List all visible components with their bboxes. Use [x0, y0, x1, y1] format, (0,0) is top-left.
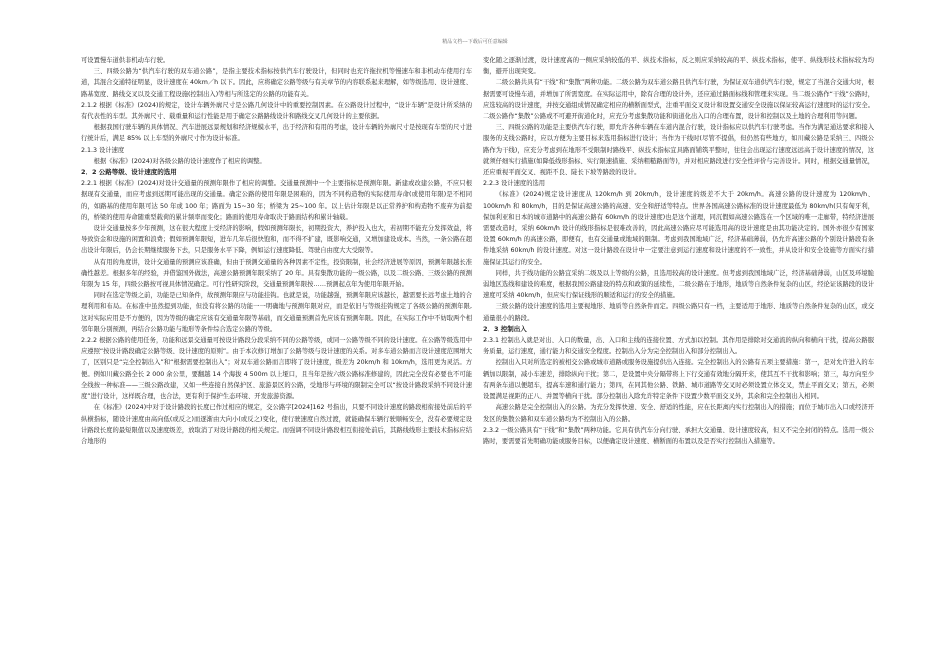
body-paragraph: 同样，共于线功能的公路宜采纳二级及以上等级的公路，且选用较高的设计速度。但考虑到我国地域广泛，经济基础薄弱，山区及环境脆弱地区选线和建设的难度，根据我国公路建设的特点和政策的延续性，二级公路在于地形，地质等自然条件复杂的山区，经论证该路段的设计速度可采纳 40km/h，但应实行保证线形的顺适和运行的安全的措施。 [483, 269, 874, 300]
section-heading: 2．3 控制出入 [483, 324, 527, 333]
body-paragraph: 可设置慢车道供非机动车行驶。 [81, 57, 170, 64]
subsection-paragraph: 2.2.1 根据《标准》(2024)对设计交通量的预测年限作了相应的调整。交通量预测中一个主要指标是预测年限。新建或改建公路，不应只根据现有交通量，而应考虑到远期可能出现的交通量。确定公路的使用年限是困难的，因为不同构造物的实际使用寿命(或使用年限)是不相同的，如路基的使用年限可达 50 年或 100 年；路面为 15~30 年；桥梁为 25~100 年。以上估计年限是以正常养护和构造物不废弃为前提的，桥梁的使用寿命随重型载荷的累计频率而变化；路面的使用寿命取决于路面结构和累计轴载。 [81, 180, 472, 221]
subsection-paragraph: 2.1.3 设计速度 [81, 146, 125, 154]
body-paragraph: 根据《标准》(2024)对各级公路的设计速度作了相应的调整。 [93, 157, 266, 165]
subsection-paragraph: 2.1.2 根据《标准》(2024)的规定，设计车辆外廓尺寸是公路几何设计中的重要控制因素。在公路设计过程中，“设计车辆”是设计所采纳的有代表性的车型。其外廓尺寸、载重量和运行性能是用于确定公路路线设计和路线交叉几何设计的主要依据。 [81, 101, 472, 121]
body-paragraph: 从有用的角度讲，设计交通量的预测应该准确，但由于预测交通量的各种因素不定性，投资限制，社会经济进展等原因，预测年限越长准确性越差。根据多年的经验，并借鉴国外做法，高速公路预测年限采纳了 20 年。具有集散功能的一级公路，以及二级公路、三级公路的预测年限为 15 年，四级公路按可视具体情况确定。可行性研究阶段，交通量预测年限按……预测起点年为使用年限开始。 [81, 258, 472, 289]
body-paragraph: 三级公路的设计速度的选用主要视地形、地质等自然条件而定。四级公路只有一档，主要适用于地形、地质等自然条件复杂的山区，或交通量很小的路段。 [483, 303, 874, 322]
body-paragraph: 三、四级公路为“供汽车行驶的双车道公路”，是指主要技术指标按供汽车行驶设计，但同时也充许拖拉机等慢速车和非机动车使用行车道，其混合交通特征明显，设计速度在 40km／h 以下。因此，应将确定公路等级与有关章节的内容联系起来理解，如等级选用、设计速度、路基宽度、路线交叉以及交通工程设施(控制出入)等相与所选定的公路的功能有关。 [81, 68, 473, 98]
body-paragraph: 二级公路共具有“干线”和“集散”两种功能。二级公路为双车道公路且供汽车行驶，为保证双车道供汽车行驶，规定了当混合交通大时，根据需要可设慢车道，并增加了所需宽度。在实际运用中，除有合理的设计外，还应通过路面标线和管理来实现。当二级公路作“干线”公路时，应选较高的设计速度，并按交通组成情况确定相应的横断面型式，注重平面交叉设计和设置交通安全设施以保证较高运行速度时的运行安全。二级公路作“集散”公路或不可避开街道化时，应充分考虑集散功能和街道化出入口的合理布置，设计和控制以及土地的合理利用等问题。 [483, 79, 874, 121]
body-paragraph: 高速公路是完全控制出入的公路。为充分发挥快速、安全、舒适的性能，应在长距离内实行控制出入的措施；而位于城市出入口或经济开发区的集散公路和双车道公路均为不控制出入的公路。 [483, 404, 874, 423]
subsection-paragraph: 2.3.2 一级公路具有“干线”和“集散”两种功能。它具有供汽车分向行驶、承担大交通量、设计速度较高，但又不完全封闭的特点。选用一级公路时，要需要首先明确功能或服务目标，以便确定设计速度、横断面的布置以及是否实行控制出入措施等。 [483, 426, 874, 445]
body-paragraph: 控制出入只对所选定的被相交公路或城市道路或服务设施提供出入连接。完全控制出入的公路有五项主要措施：第一，是对允许进入的车辆加以限制，减小车速差，排除纵向干扰；第二，是设置中央分隔带将上下行交通有效地分隔开来，使其互不干扰和影响；第三，每方向至少有两条车道以便超车，提高车速和通行能力；第四，在同其他公路、铁路、城市道路等交叉时必须设置立体交叉，禁止平面交叉；第五，必须设置满足视距的正八、并置等横向干扰。部分控制出入除允许特定条件下设置少数平面交叉外，其余和完全控制出入相同。 [483, 359, 874, 401]
page-header: 精品文档---下载后可任意编辑 [442, 39, 508, 45]
body-paragraph: 根据我国行驶车辆的具体情况、汽车进展远景规划和经济规模水平，出于经济和有用的考虑，设计车辆的外廓尺寸是按现有车型的尺寸进行统计后，满足 85% 以上车型的外廓尺寸作为设计标准。 [81, 124, 472, 143]
left-column [81, 55, 472, 447]
subsection-paragraph: 2.2.3 设计速度的选用 [483, 180, 546, 188]
subsection-paragraph: 2.2.2 根据公路的使用任务，功能和远景交通量可按设计路段分段采纳不同的公路等级，或同一公路等级不同的设计速度。在公路等级选用中应遵照“按设计路段确定公路等级、设计速度的原则”。由于本次修订增加了公路等级与设计速度的关系。对多车道公路而言设计速度范围增大了，区别只是“完全控制出入”和“根据需要控制出入”；对双车道公路而言即将了设计速度，级差为 20km/h 和 10km/h，选用更为灵活。方便。例如川藏公路全长 2 000 余公里，要翻越 14 个海拔 4 500m 以上垭口，且当年是按六级公路标准修建的，因此完全没有必要也不可能全线按一种标准——三级公路改建，又如一些连接自然保护区、旅游景区的公路，受地形与环境的限制完全可以“按设计路段采纳不同设计速度”进行设计，这样既合理，也合法，更有利于保护生态环境、开发旅游资源。 [81, 337, 472, 401]
body-paragraph: 在《标准》(2024)中对于设计路段的长度已作过相应的规定，交公路字[2024]162 号指出，只要不同设计速度的路段相衔接处前后的平纵横指标，随设计速度由高向低(或反之)而逐渐由大向小(或反之)变化，使行驶速度自然过渡，就能确保车辆行驶顺畅安全，没有必要规定设计路段长度的最短限值以及速度级差，放取消了对设计路段的相关规定。而强调不同设计路段相互衔接处前后，其路线线形主要技术指标应结合地形的 [81, 404, 472, 445]
body-paragraph: 三、四级公路的功能是主要供汽车行驶，即允许各种车辆在车道内混合行驶，设计指标应以供汽车行驶考虑。当作为满足通达要求和接入服务的支线公路时，应以方便为主要目标来选用指标进行设计；当作为干线时(尽管不提倡，但仍然有些地方，如川藏公路是采纳三、四级公路作为干线)，应充分考虑到在地形不受限制时路线平、纵技术指标宜具路面铺筑平整时，往往会出现运行速度远远高于设计速度的情况，这就须仔细实行措施(如降低线形指标、实行限速措施、采纳粗糙路面等)，并对相应路段进行安全性评价与完善设计。同时，根据交通量情况，还应重视平面交叉、视距不良、陡长下坡等路段的设计。 [483, 124, 874, 177]
body-paragraph: 设计交通量按多少年预测，这在很大程度上受经济的影响，假如预测年限长，初期投资大，养护投入也大，若初期不能充分发挥效益，将导致资金和设施的闲置和浪费；假如预测年限短，进车几年后很快饱和，而不得不扩建，既影响交通，又增加建设成本。当然，一条公路在超出设计年限后，仍会长期继续服务下去，只是服务水平下降，例如运行速度降低、驾驶自由度大大受限等。 [81, 225, 472, 255]
body-paragraph: 同时在选定等级之前，功能是已知条件，故预测年限应与功能挂钩。也就是说，功能越强，预测年限应该越长，越需要长远考虑土地的合理利用和布局。在标准中虽然提到功能，但没有将公路的功能一一明确地与预测年限对应，而是依旧与等级挂钩规定了各级公路的预测年限,这对实际应用是不方便的，因为等级的确定应该有交通量年限等基础，而交通量预测首先应该有预测年限。因此，在实际工作中不妨取两个相邻年限分别预测，再结合公路功能与地形等条件综合选定公路的等级。 [81, 292, 472, 333]
body-paragraph: 《标准》(2024)规定设计速度从 120km/h 到 20km/h，设计速度的级差不大于 20km/h。高速公路的设计速度为 120km/h、100km/h 和 80km/h，目的是保证高速公路的高速、安全和舒适等特点。世界各国高速公路标准的设计速度最低为 80km/h(只有匈牙利，保加利亚和日本的城市道路中的高速公路有 60km/h 的设计速度)也是这个道理，同沉假如高速公路选在一个区域的唯一走廊带，特经济进展需要改造时，采纳 60km/h 设计的线形指标是很难改善的，因此高速公路应尽可能选用高的设计速度是由其功能决定的。国外亦很少有国家设置 60km/h 的高速公路，即便有，也有交通量或地域的限制。考虑到我国地域广泛，经济基础薄弱，仍允许高速公路的个别设计路段有条件地采纳 60km/h 的设计速度。对这一设计路段在设计中一定要注意到运行速度和设计速度的不一致性，并从设计和安全设施等方面实行措施保证其运行的安全。 [483, 191, 874, 266]
body-paragraph: 变化随之逐渐过渡，设计速度高的一侧应采纳较低的平、纵技术指标，反之则应采纳较高的平、纵技术指标，使平、纵线形技术指标较为均衡，避开出现突变。 [483, 57, 874, 76]
right-column [483, 55, 874, 447]
subsection-paragraph: 2.3.1 控制出入就是对出、入口的数量，出、入口和主线的连接位置、方式加以控制。其作用是排除对交通流的纵向和横向干扰，提高公路服务质量，运行速度，通行能力和交通安全程度。控制出入分为完全控制出入和部分控制出入。 [483, 337, 874, 356]
section-heading: 2．2 公路等级、设计速度的选用 [81, 168, 177, 177]
